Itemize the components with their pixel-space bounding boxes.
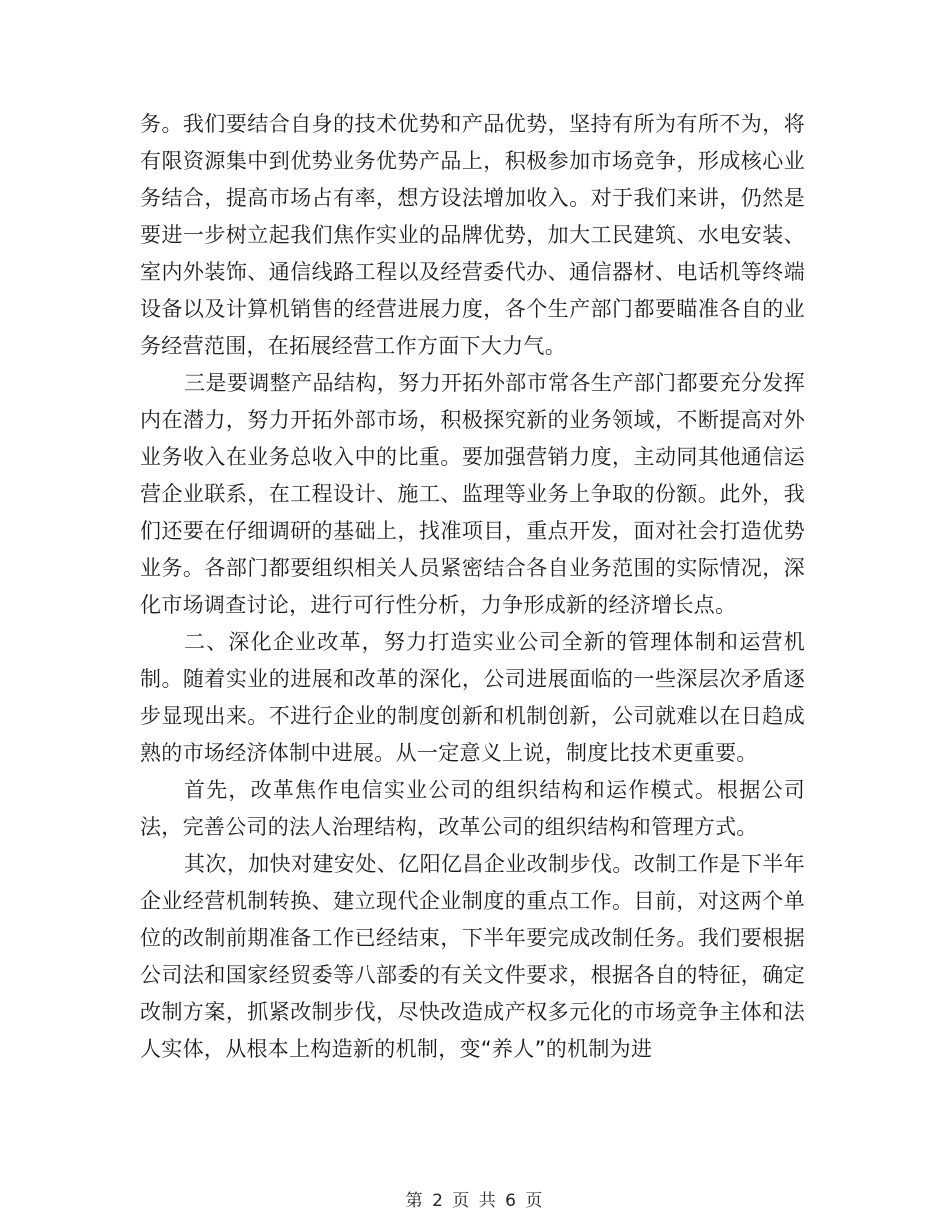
paragraph-first-reform: 首先，改革焦作电信实业公司的组织结构和运作模式。根据公司法，完善公司的法人治理结构，改革公司的组织结构和管理方式。 — [140, 778, 805, 839]
paragraph-continuation: 务。我们要结合自身的技术优势和产品优势，坚持有所为有所不为，将有限资源集中到优势业务优势产品上，积极参加市场竞争，形成核心业务结合，提高市场占有率，想方设法增加收入。对于我们来讲，仍然是要进一步树立起我们焦作实业的品牌优势，加大工民建筑、水电安装、室内外装饰、通信线路工程以及经营委代办、通信器材、电话机等终端设备以及计算机销售的经营进展力度，各个生产部门都要瞄准各自的业务经营范围，在拓展经营工作方面下大力气。 — [140, 112, 805, 358]
paragraph-enterprise-reform: 二、深化企业改革，努力打造实业公司全新的管理体制和运营机制。随着实业的进展和改革的深化，公司进展面临的一些深层次矛盾逐步显现出来。不进行企业的制度创新和机制创新，公司就难以在日趋成熟的市场经济体制中进展。从一定意义上说，制度比技术更重要。 — [140, 630, 805, 765]
paragraph-second-reform: 其次，加快对建安处、亿阳亿昌企业改制步伐。改制工作是下半年企业经营机制转换、建立现代企业制度的重点工作。目前，对这两个单位的改制前期准备工作已经结束，下半年要完成改制任务。我们要根据公司法和国家经贸委等八部委的有关文件要求，根据各自的特征，确定改制方案，抓紧改制步伐，尽快改造成产权多元化的市场竞争主体和法人实体，从根本上构造新的机制，变“养人”的机制为进 — [140, 852, 805, 1061]
page-footer: 第 2 页 共 6 页 — [405, 1191, 545, 1211]
paragraph-product-structure: 三是要调整产品结构，努力开拓外部市常各生产部门都要充分发挥内在潜力，努力开拓外部市场，积极探究新的业务领域，不断提高对外业务收入在业务总收入中的比重。要加强营销力度，主动同其他通信运营企业联系，在工程设计、施工、监理等业务上争取的份额。此外，我们还要在仔细调研的基础上，找准项目，重点开发，面对社会打造优势业务。各部门都要组织相关人员紧密结合各自业务范围的实际情况，深化市场调查讨论，进行可行性分析，力争形成新的经济增长点。 — [140, 371, 805, 617]
body-text — [140, 106, 805, 1068]
